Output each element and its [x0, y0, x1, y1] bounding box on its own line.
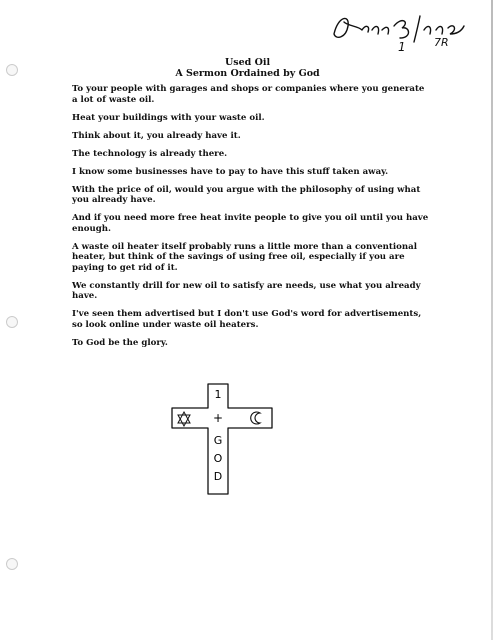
punch-hole	[6, 558, 18, 570]
document-title: Used Oil	[224, 57, 271, 68]
punch-hole	[6, 316, 18, 328]
document-subtitle: A Sermon Ordained by God	[175, 68, 320, 79]
cross-center-plus: +	[212, 411, 224, 425]
paragraph: A waste oil heater itself probably runs a little more than a conventional heater, but think of the savings of using free oil, especially if you are paying to get rid of it.	[72, 241, 417, 273]
cross-letter: D	[213, 470, 223, 483]
sermon-body	[72, 84, 432, 356]
paragraph: We constantly drill for new oil to satisfy are needs, use what you already have.	[72, 280, 421, 301]
cross-top-number: 1	[214, 388, 222, 401]
page-edge	[491, 0, 493, 640]
paragraph: The technology is already there.	[72, 148, 228, 159]
star-of-david-icon	[178, 412, 190, 426]
page-number: 1	[398, 40, 406, 54]
paragraph: To your people with garages and shops or companies where you generate a lot of waste oil.	[72, 84, 425, 105]
cross-letter: O	[213, 452, 223, 465]
paragraph: And if you need more free heat invite people to give you oil until you have enough.	[72, 213, 429, 234]
page-reference: 7R	[434, 36, 449, 49]
paragraph: With the price of oil, would you argue with the philosophy of using what you already have.	[72, 184, 421, 205]
paragraph: I know some businesses have to pay to have this stuff taken away.	[72, 166, 389, 177]
paragraph: I've seen them advertised but I don't use God's word for advertisements, so look online under waste oil heaters.	[72, 309, 422, 330]
cross-letter: G	[213, 434, 223, 447]
hand-drawn-cross	[168, 380, 278, 500]
paragraph: Think about it, you already have it.	[72, 130, 241, 141]
crescent-moon-icon	[251, 412, 260, 424]
paragraph: To God be the glory.	[72, 337, 168, 348]
cross-drawing	[168, 380, 278, 500]
paragraph: Heat your buildings with your waste oil.	[72, 112, 265, 123]
